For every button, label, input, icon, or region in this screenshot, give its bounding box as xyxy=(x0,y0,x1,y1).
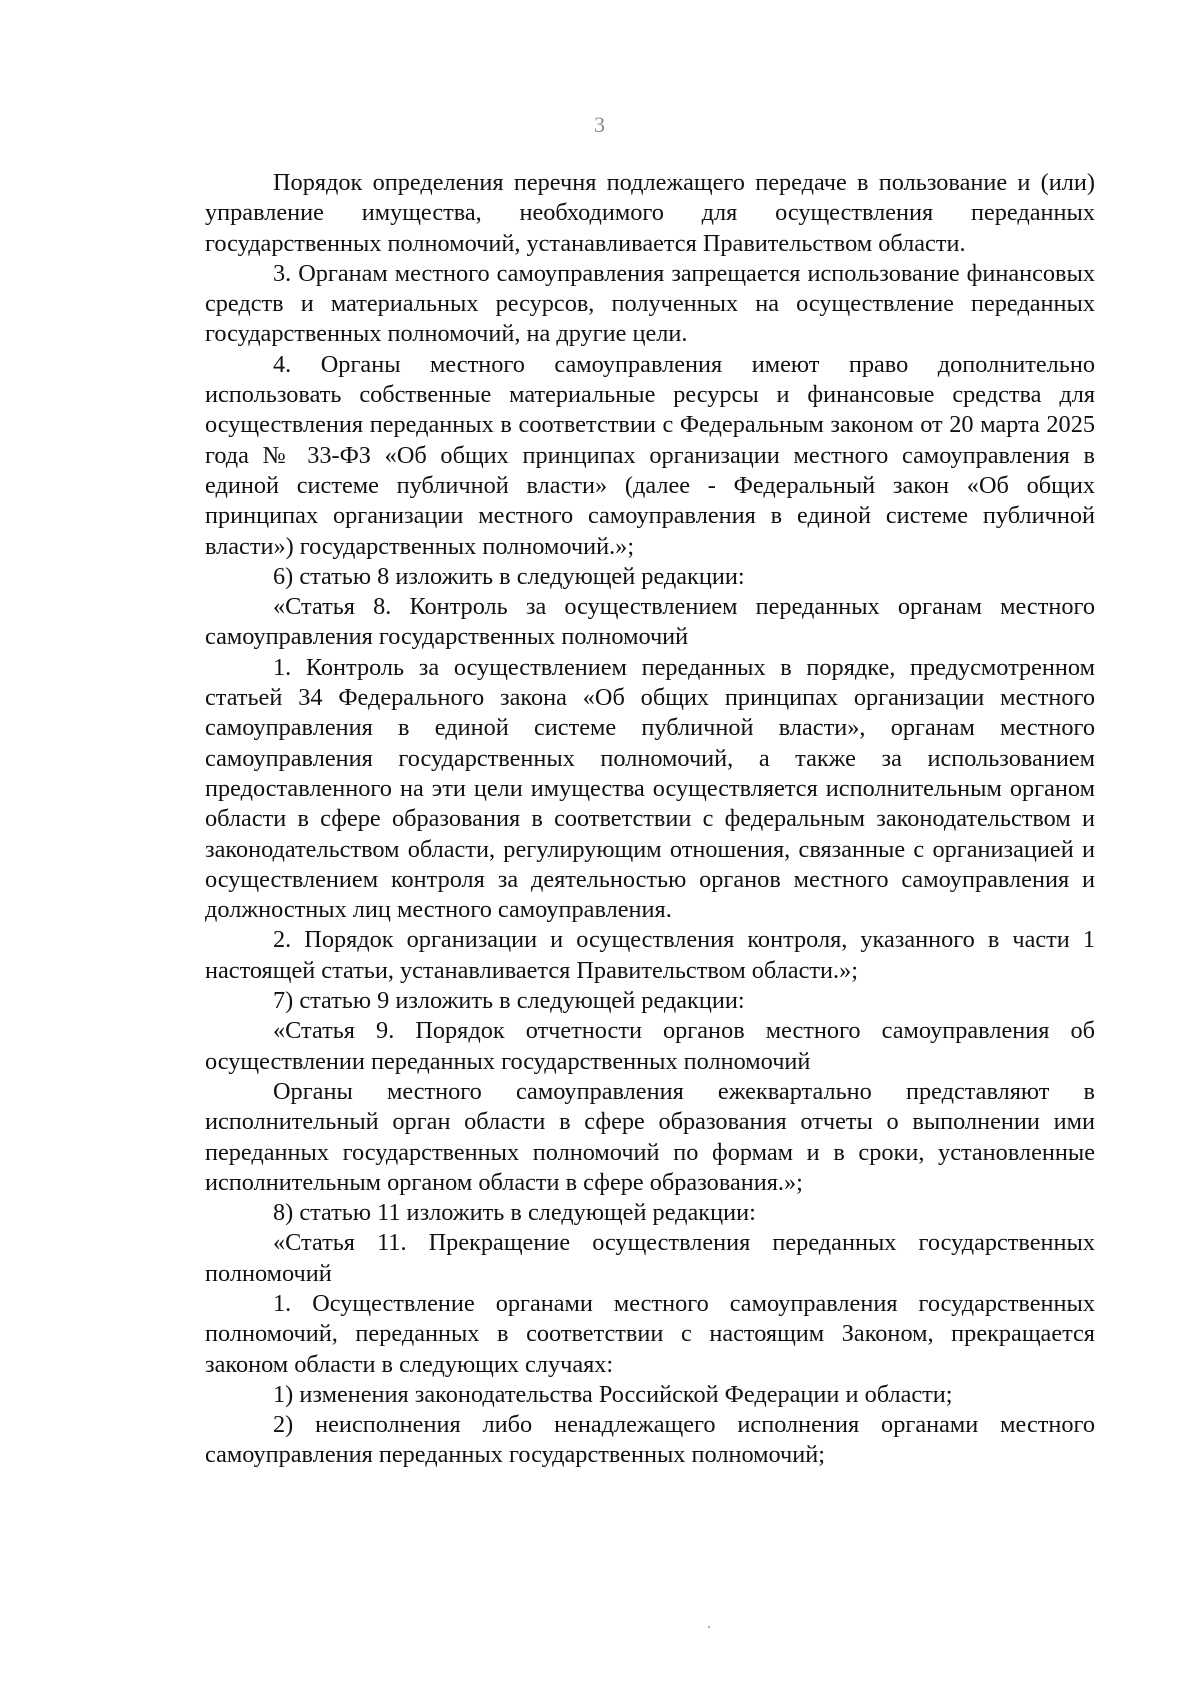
article-11-case-1: 1) изменения законодательства Российской Федерации и области; xyxy=(273,1380,953,1408)
paragraph-item-3: 3. Органам местного самоуправления запрещается использование финансовых средств и материальных ресурсов, полученных на осуществление переданных государственных полномочий, на другие цели. xyxy=(205,259,1095,348)
article-8-part-1: 1. Контроль за осуществлением переданных в порядке, предусмотренном статьей 34 Федерального закона «Об общих принципах организации местного самоуправления в единой системе публичной власти», органам местного самоуправления государственных полномочий, а также за использованием предоставленного на эти цели имущества осуществляется исполнительным органом области в сфере образования в соответствии с федеральным законодательством и законодательством области, регулирующим отношения, связанные с организацией и осуществлением контроля за деятельностью органов местного самоуправления и должностных лиц местного самоуправления. xyxy=(205,653,1095,924)
article-9-text: Органы местного самоуправления ежеквартально представляют в исполнительный орган области в сфере образования отчеты о выполнении ими переданных государственных полномочий по формам и в сроки, установленные исполнительным органом области в сфере образования.»; xyxy=(205,1077,1095,1196)
article-11-case-2: 2) неисполнения либо ненадлежащего исполнения органами местного самоуправления переданных государственных полномочий; xyxy=(205,1411,1095,1469)
paragraph-amendment-8: 8) статью 11 изложить в следующей редакции: xyxy=(273,1199,756,1227)
paragraph-amendment-6: 6) статью 8 изложить в следующей редакции: xyxy=(273,562,745,590)
page-number: 3 xyxy=(594,112,606,137)
scan-artifact-dot xyxy=(708,1626,710,1628)
paragraph-item-4: 4. Органы местного самоуправления имеют право дополнительно использовать собственные материальные ресурсы и финансовые средства для осуществления переданных в соответствии с Федеральным законом от 20 марта 2025 года № 33-ФЗ «Об общих принципах организации местного самоуправления в единой системе публичной власти» (далее - Федеральный закон «Об общих принципах организации местного самоуправления в единой системе публичной власти») государственных полномочий.»; xyxy=(205,350,1095,560)
paragraph-property-list-procedure: Порядок определения перечня подлежащего передаче в пользование и (или) управление имущества, необходимого для осуществления переданных государственных полномочий, устанавливается Правительством области. xyxy=(205,169,1095,257)
paragraph-amendment-7: 7) статью 9 изложить в следующей редакции: xyxy=(273,987,745,1015)
document-body xyxy=(205,168,1095,1471)
article-11-heading: «Статья 11. Прекращение осуществления переданных государственных полномочий xyxy=(205,1229,1095,1287)
article-8-part-2: 2. Порядок организации и осуществления контроля, указанного в части 1 настоящей статьи, устанавливается Правительством области.»; xyxy=(205,926,1095,984)
article-8-heading: «Статья 8. Контроль за осуществлением переданных органам местного самоуправления государственных полномочий xyxy=(205,593,1095,651)
article-9-heading: «Статья 9. Порядок отчетности органов местного самоуправления об осуществлении переданных государственных полномочий xyxy=(205,1017,1095,1075)
article-11-part-1: 1. Осуществление органами местного самоуправления государственных полномочий, переданных в соответствии с настоящим Законом, прекращается законом области в следующих случаях: xyxy=(205,1289,1095,1378)
